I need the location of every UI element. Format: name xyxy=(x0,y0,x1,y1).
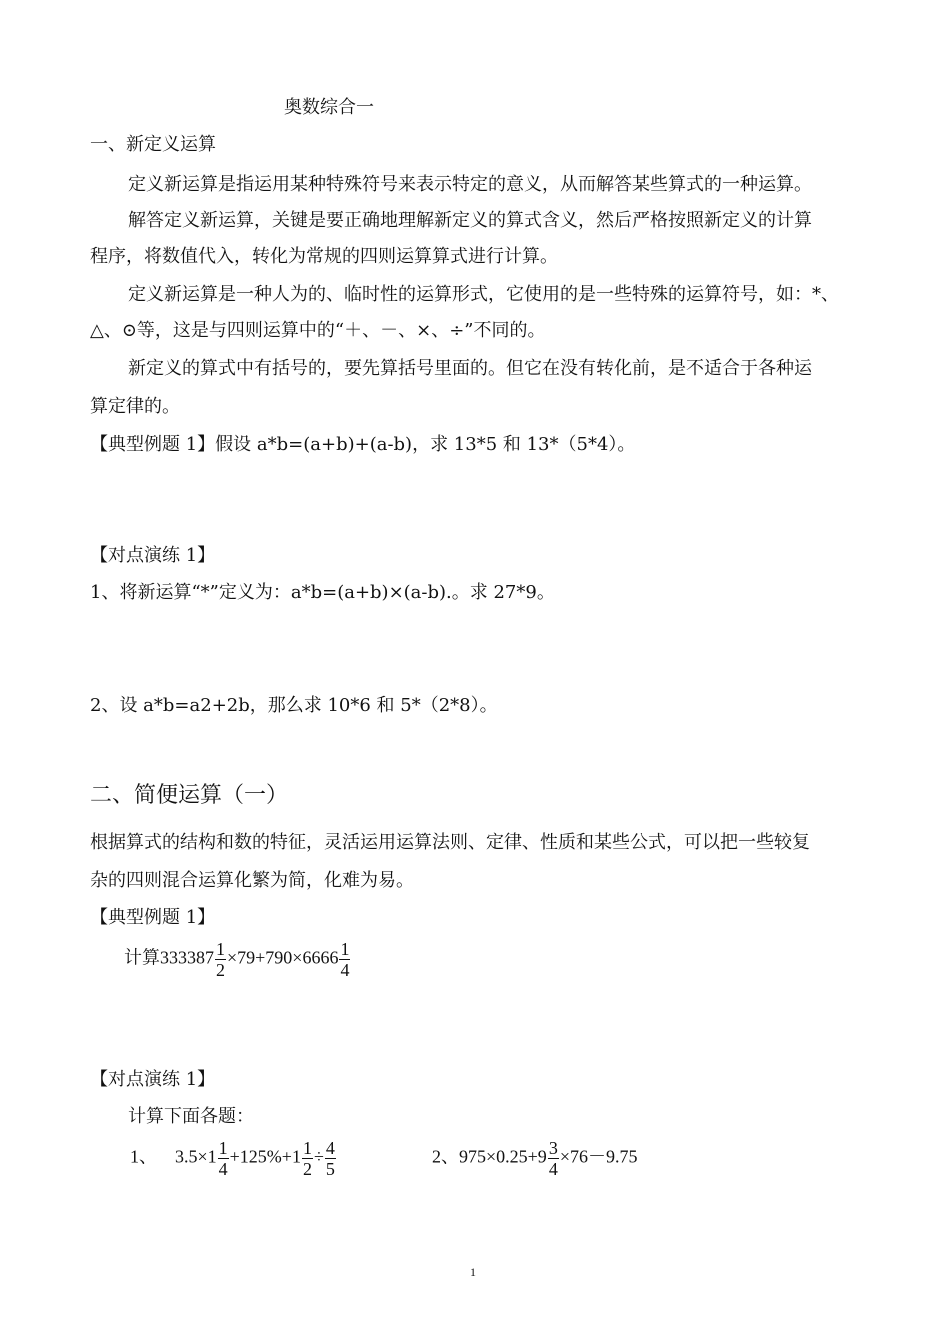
fraction-denominator: 4 xyxy=(340,960,350,980)
section2-heading: 二、简便运算（一） xyxy=(90,783,289,808)
calc-prefix: 计算 xyxy=(124,947,160,968)
fraction-denominator: 5 xyxy=(325,1159,335,1179)
fraction-numerator: 1 xyxy=(302,1138,312,1158)
fraction-numerator: 4 xyxy=(325,1138,335,1158)
document-title: 奥数综合一 xyxy=(284,97,374,118)
problem-1-part-b: +125%+1 xyxy=(229,1146,301,1167)
section2-example-heading: 【典型例题 1】 xyxy=(90,907,216,928)
section2-practice-heading: 【对点演练 1】 xyxy=(90,1069,216,1090)
fraction-numerator: 1 xyxy=(218,1138,228,1158)
section1-paragraph-3-line2: △、⊙等，这是与四则运算中的“＋、－、×、÷”不同的。 xyxy=(90,320,546,341)
section2-practice-intro: 计算下面各题： xyxy=(128,1106,254,1127)
fraction xyxy=(302,1138,313,1179)
section1-example: 【典型例题 1】假设 a*b=(a+b)+(a-b)，求 13*5 和 13*（5*4）。 xyxy=(90,434,636,455)
example-calculation xyxy=(124,939,351,980)
section2-intro-line1: 根据算式的结构和数的特征，灵活运用运算法则、定律、性质和某些公式，可以把一些较复 xyxy=(90,832,810,853)
section1-paragraph-4-line2: 算定律的。 xyxy=(90,396,180,417)
fraction-denominator: 2 xyxy=(216,960,225,980)
problem-1-part-c: ÷ xyxy=(313,1146,324,1167)
problem-2-part-b: ×76－9.75 xyxy=(559,1146,638,1167)
section1-paragraph-4-line1: 新定义的算式中有括号的，要先算括号里面的。但它在没有转化前，是不适合于各种运 xyxy=(128,358,812,379)
section1-paragraph-1: 定义新运算是指运用某种特殊符号来表示特定的意义，从而解答某些算式的一种运算。 xyxy=(128,174,812,195)
section1-paragraph-3-line1: 定义新运算是一种人为的、临时性的运算形式，它使用的是一些特殊的运算符号，如：*、 xyxy=(128,284,839,305)
calc-whole-2: 6666 xyxy=(302,947,339,968)
problem-1-part-a: 3.5×1 xyxy=(175,1146,217,1167)
section2-intro-line2: 杂的四则混合运算化繁为简，化难为易。 xyxy=(90,870,414,891)
fraction-quarter xyxy=(339,939,350,980)
section1-paragraph-2-line1: 解答定义新运算，关键是要正确地理解新定义的算式含义，然后严格按照新定义的计算 xyxy=(128,210,812,231)
section1-heading: 一、新定义运算 xyxy=(90,134,216,155)
fraction-numerator: 3 xyxy=(548,1138,558,1158)
fraction-numerator: 1 xyxy=(216,939,225,959)
fraction xyxy=(325,1138,336,1179)
section1-paragraph-2-line2: 程序，将数值代入，转化为常规的四则运算算式进行计算。 xyxy=(90,246,558,267)
practice-problem-2 xyxy=(432,1138,637,1179)
practice-problem-1 xyxy=(130,1138,337,1179)
fraction-half xyxy=(215,939,226,980)
section1-practice-heading: 【对点演练 1】 xyxy=(90,545,216,566)
fraction-numerator: 1 xyxy=(340,939,350,959)
fraction xyxy=(548,1138,559,1179)
section1-practice-question-2: 2、设 a*b=a2+2b，那么求 10*6 和 5*（2*8）。 xyxy=(90,695,498,716)
fraction-denominator: 4 xyxy=(218,1159,228,1179)
fraction-denominator: 2 xyxy=(302,1159,312,1179)
calc-middle: ×79+790× xyxy=(227,947,303,968)
problem-2-part-a: 2、975×0.25+9 xyxy=(432,1146,547,1167)
fraction xyxy=(218,1138,229,1179)
page-number: 1 xyxy=(470,1265,476,1279)
calc-whole-1: 333387 xyxy=(160,947,214,968)
fraction-denominator: 4 xyxy=(548,1159,558,1179)
section1-practice-question-1: 1、将新运算“*”定义为：a*b=(a+b)×(a-b).。求 27*9。 xyxy=(90,582,555,603)
problem-1-label: 1、 xyxy=(130,1146,157,1167)
